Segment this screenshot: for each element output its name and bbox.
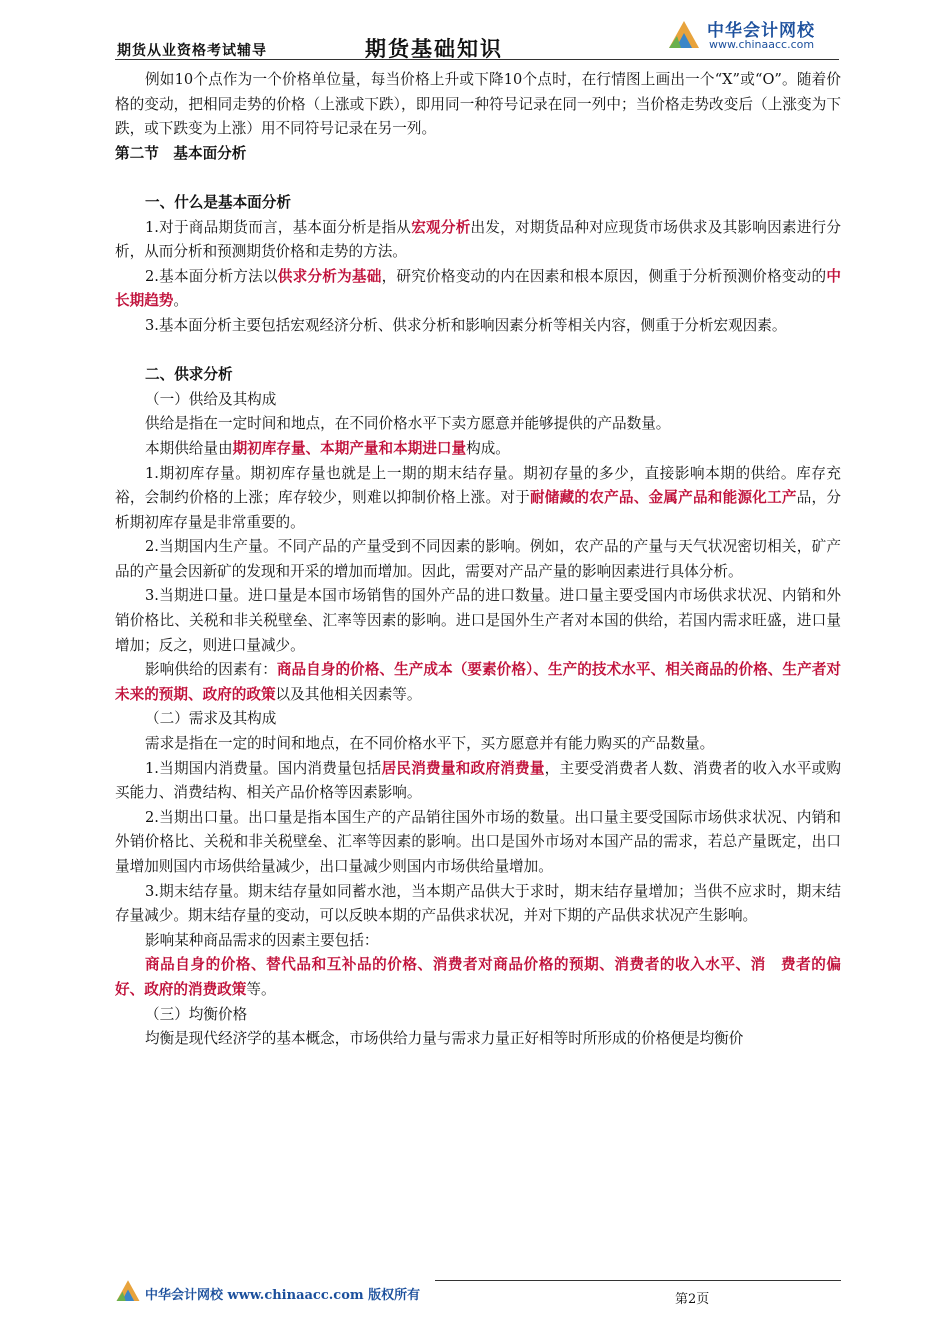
subheading: 一、什么是基本面分析 [145, 193, 291, 211]
footer-copyright: 中华会计网校 www.chinaacc.com 版权所有 [145, 1288, 421, 1303]
paragraph: 本期供给量由期初库存量、本期产量和本期进口量构成。 [145, 439, 510, 457]
paragraph: 需求是指在一定的时间和地点，在不同价格水平下，买方愿意并有能力购买的产品数量。 [145, 735, 715, 753]
logo-name: 中华会计网校 [707, 21, 815, 41]
subsection-label: （三）均衡价格 [145, 1005, 248, 1023]
paragraph: 3.基本面分析主要包括宏观经济分析、供求分析和影响因素分析等相关内容，侧重于分析宏观因素。 [145, 316, 787, 334]
paragraph: 商品自身的价格、替代品和互补品的价格、消费者对商品价格的预期、消费者的收入水平、消 费者的偏好、政府的消费政策等。 [115, 956, 841, 998]
highlight: 商品自身的价格、替代品和互补品的价格、消费者对商品价格的预期、消费者的收入水平、消 费者的偏好、政府的消费政策 [115, 956, 841, 998]
paragraph: 影响某种商品需求的因素主要包括： [145, 931, 379, 949]
paragraph: 1.当期国内消费量。国内消费量包括居民消费量和政府消费量，主要受消费者人数、消费者的收入水平或购买能力、消费结构、相关产品价格等因素影响。 [115, 759, 841, 802]
chinaacc-logo[interactable] [667, 14, 839, 58]
highlight: 耐储藏的农产品、金属产品和能源化工产 [529, 489, 797, 507]
paragraph: 均衡是现代经济学的基本概念，市场供给力量与需求力量正好相等时所形成的价格便是均衡价 [145, 1030, 744, 1048]
paragraph: 供给是指在一定时间和地点，在不同价格水平下卖方愿意并能够提供的产品数量。 [145, 415, 671, 433]
highlight: 居民消费量和政府消费量 [381, 759, 545, 777]
subheading: 二、供求分析 [145, 366, 233, 384]
paragraph: 3.期末结存量。期末结存量如同蓄水池，当本期产品供大于求时，期末结存量增加；当供不应求时，期末结存量减少。期末结存量的变动，可以反映本期的产品供求状况，并对下期的产品供求状况产生影响。 [115, 882, 841, 925]
section-heading: 第二节 基本面分析 [115, 144, 247, 162]
paragraph: 1.对于商品期货而言，基本面分析是指从宏观分析出发，对期货品种对应现货市场供求及其影响因素进行分析，从而分析和预测期货价格和走势的方法。 [115, 218, 841, 261]
paragraph: 例如10个点作为一个价格单位量，每当价格上升或下降10个点时，在行情图上画出一个“X”或“O”。随着价格的变动，把相同走势的价格（上涨或下跌），即用同一种符号记录在同一列中；当价格走势改变后（上涨变为下跌，或下跌变为上涨）用不同符号记录在另一列。 [115, 71, 841, 138]
spacer [115, 339, 841, 364]
document-body [115, 68, 841, 1052]
footer-rule [435, 1280, 841, 1281]
highlight: 期初库存量、本期产量和本期进口量 [232, 439, 467, 457]
paragraph: 2.基本面分析方法以供求分析为基础，研究价格变动的内在因素和根本原因，侧重于分析预测价格变动的中长期趋势。 [115, 267, 841, 310]
logo-triangle-icon [667, 18, 701, 52]
subsection-label: （一）供给及其构成 [145, 390, 277, 408]
highlight: 供求分析为基础 [277, 267, 382, 285]
header-rule [115, 59, 839, 60]
subsection-label: （二）需求及其构成 [145, 710, 277, 728]
page-number: 第2页 [675, 1292, 710, 1307]
logo-url: www.chinaacc.com [709, 38, 815, 51]
exam-series-title: 期货从业资格考试辅导 [117, 43, 267, 59]
paragraph: 2.当期国内生产量。不同产品的产量受到不同因素的影响。例如，农产品的产量与天气状况密切相关，矿产品的产量会因新矿的发现和开采的增加而增加。因此，需要对产品产量的影响因素进行具体分析。 [115, 538, 841, 580]
paragraph: 影响供给的因素有：商品自身的价格、生产成本（要素价格）、生产的技术水平、相关商品的价格、生产者对未来的预期、政府的政策以及其他相关因素等。 [115, 661, 841, 703]
paragraph: 3.当期进口量。进口量是本国市场销售的国外产品的进口数量。进口量主要受国内市场供求状况、内销和外销价格比、关税和非关税壁垒、汇率等因素的影响。进口是国外生产者对本国的供给，若国内需求旺盛，进口量增加；反之，则进口量减少。 [115, 587, 841, 654]
page-header [115, 0, 839, 60]
subject-title: 期货基础知识 [365, 36, 503, 61]
highlight: 商品自身的价格、生产成本（要素价格）、生产的技术水平、相关商品的价格、生产者对未来的预期、政府的政策 [115, 661, 841, 703]
paragraph: 1.期初库存量。期初库存量也就是上一期的期末结存量。期初存量的多少，直接影响本期的供给。库存充裕，会制约价格的上涨；库存较少，则难以抑制价格上涨。对于耐储藏的农产品、金属产品和能源化工产品，分析期初库存量是非常重要的。 [115, 464, 841, 531]
paragraph: 2.当期出口量。出口量是指本国生产的产品销往国外市场的数量。出口量主要受国际市场供求状况、内销和外销价格比、关税和非关税壁垒、汇率等因素的影响。出口是国外市场对本国产品的需求，若总产量既定，出口量增加则国内市场供给量减少，出口量减少则国内市场供给量增加。 [115, 808, 841, 875]
highlight: 宏观分析 [411, 218, 471, 236]
page-footer [115, 1270, 839, 1310]
highlight: 中长期趋势 [115, 267, 841, 310]
logo-triangle-icon [115, 1278, 141, 1304]
spacer [115, 166, 841, 191]
